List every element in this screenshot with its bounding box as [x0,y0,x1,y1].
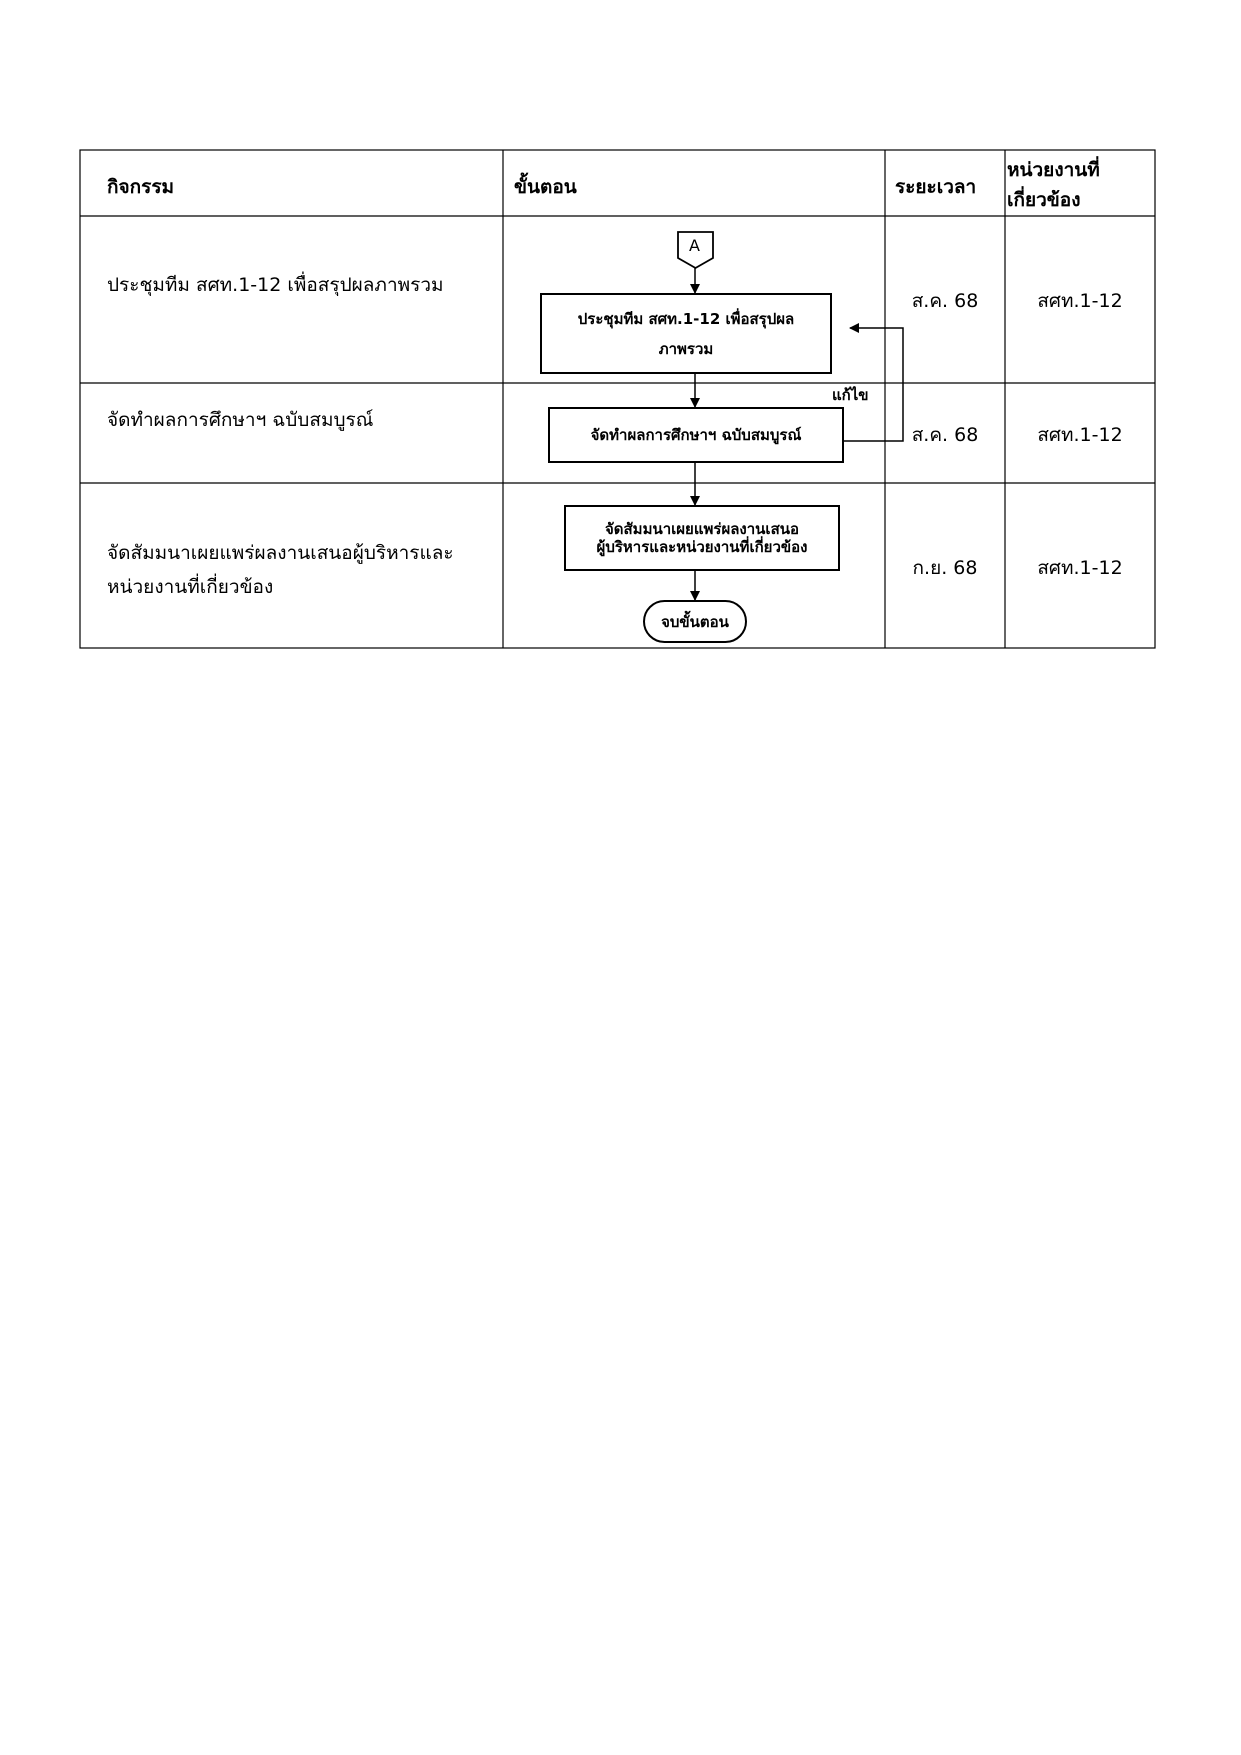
row1-unit: สศท.1-12 [1037,290,1123,312]
row3-activity-line2: หน่วยงานที่เกี่ยวข้อง [107,576,274,598]
header-activity: กิจกรรม [107,176,175,198]
step1-line2: ภาพรวม [658,339,714,358]
step2-box [548,407,844,463]
header-steps: ขั้นตอน [514,176,577,198]
header-unit-line2: เกี่ยวข้อง [1007,189,1081,211]
row2-unit: สศท.1-12 [1037,424,1123,446]
step1-box [540,293,832,374]
step3-line2: ผู้บริหารและหน่วยงานที่เกี่ยวข้อง [596,538,808,556]
end-text: จบขั้นตอน [661,612,729,631]
header-unit-line1: หน่วยงานที่ [1007,159,1100,181]
row2-activity: จัดทำผลการศึกษาฯ ฉบับสมบูรณ์ [107,409,374,431]
end-terminal [643,600,747,643]
row1-activity: ประชุมทีม สศท.1-12 เพื่อสรุปผลภาพรวม [107,274,444,296]
header-duration: ระยะเวลา [895,176,977,198]
revise-label: แก้ไข [832,386,869,404]
step1-line1: ประชุมทีม สศท.1-12 เพื่อสรุปผล [577,309,795,328]
row2-duration: ส.ค. 68 [911,424,979,446]
row1-duration: ส.ค. 68 [911,290,979,312]
row3-activity-line1: จัดสัมมนาเผยแพร่ผลงานเสนอผู้บริหารและ [107,542,454,564]
step3-box [564,505,840,571]
step3-line1: จัดสัมมนาเผยแพร่ผลงานเสนอ [605,520,799,538]
row3-unit: สศท.1-12 [1037,557,1123,579]
step2-text: จัดทำผลการศึกษาฯ ฉบับสมบูรณ์ [590,426,802,444]
connector-label: A [689,236,700,255]
row3-duration: ก.ย. 68 [912,557,978,579]
